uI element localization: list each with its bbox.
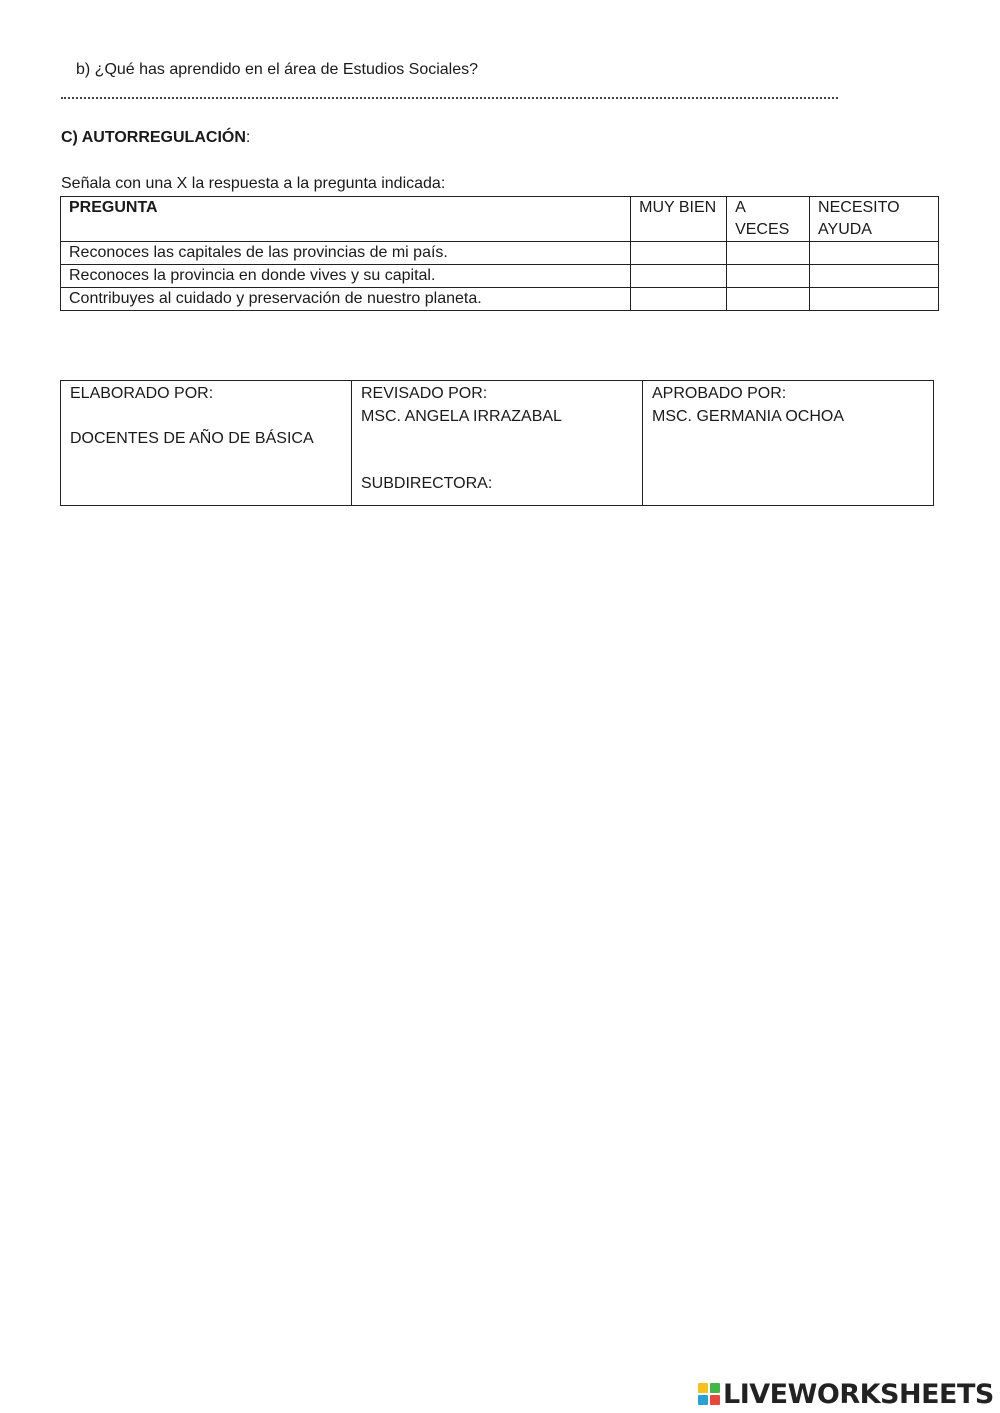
answer-cell-necesito-ayuda[interactable] [810,265,939,288]
answer-cell-necesito-ayuda[interactable] [810,242,939,265]
answer-cell-muy-bien[interactable] [631,265,727,288]
revisado-role: SUBDIRECTORA: [361,475,493,492]
table-row [61,242,939,265]
elaborado-name: DOCENTES DE AÑO DE BÁSICA [70,430,314,447]
question-cell: Reconoces la provincia en donde vives y su capital. [61,265,631,288]
logo-icon [698,1383,720,1405]
revisado-cell [352,381,643,506]
question-b-text: b) ¿Qué has aprendido en el área de Estudios Sociales? [76,61,479,78]
logo-square-icon [698,1383,708,1393]
answer-cell-a-veces[interactable] [727,265,810,288]
answer-cell-necesito-ayuda[interactable] [810,288,939,311]
self-evaluation-table [60,196,939,311]
section-title [61,129,250,147]
question-cell: Contribuyes al cuidado y preservación de nuestro planeta. [61,288,631,311]
aprobado-name: MSC. GERMANIA OCHOA [652,407,845,425]
answer-cell-muy-bien[interactable] [631,288,727,311]
elaborado-label: ELABORADO POR: [70,385,214,402]
instruction-text: Señala con una X la respuesta a la pregunta indicada: [61,175,446,192]
section-title-label: C) AUTORREGULACIÓN [61,129,246,146]
section-title-colon: : [245,129,251,146]
revisado-label: REVISADO POR: [361,385,488,402]
aprobado-label: APROBADO POR: [652,385,787,402]
revisado-name: MSC. ANGELA IRRAZABAL [361,407,562,425]
answer-cell-a-veces[interactable] [727,242,810,265]
answer-cell-a-veces[interactable] [727,288,810,311]
logo-text: LIVEWORKSHEETS [723,1378,994,1410]
signature-table [60,380,934,506]
logo-square-icon [710,1383,720,1393]
table-row [61,288,939,311]
answer-dotted-line[interactable] [61,97,838,99]
answer-cell-muy-bien[interactable] [631,242,727,265]
header-necesito-ayuda: NECESITO AYUDA [810,197,939,242]
liveworksheets-logo[interactable] [698,1379,994,1409]
logo-square-icon [698,1395,708,1405]
table-row [61,265,939,288]
table-header-row [61,197,939,242]
elaborado-cell [61,381,352,506]
header-pregunta: PREGUNTA [61,197,631,242]
logo-square-icon [710,1395,720,1405]
aprobado-cell [643,381,934,506]
signature-row [61,381,934,506]
header-muy-bien: MUY BIEN [631,197,727,242]
question-cell: Reconoces las capitales de las provincias de mi país. [61,242,631,265]
header-a-veces: A VECES [727,197,810,242]
